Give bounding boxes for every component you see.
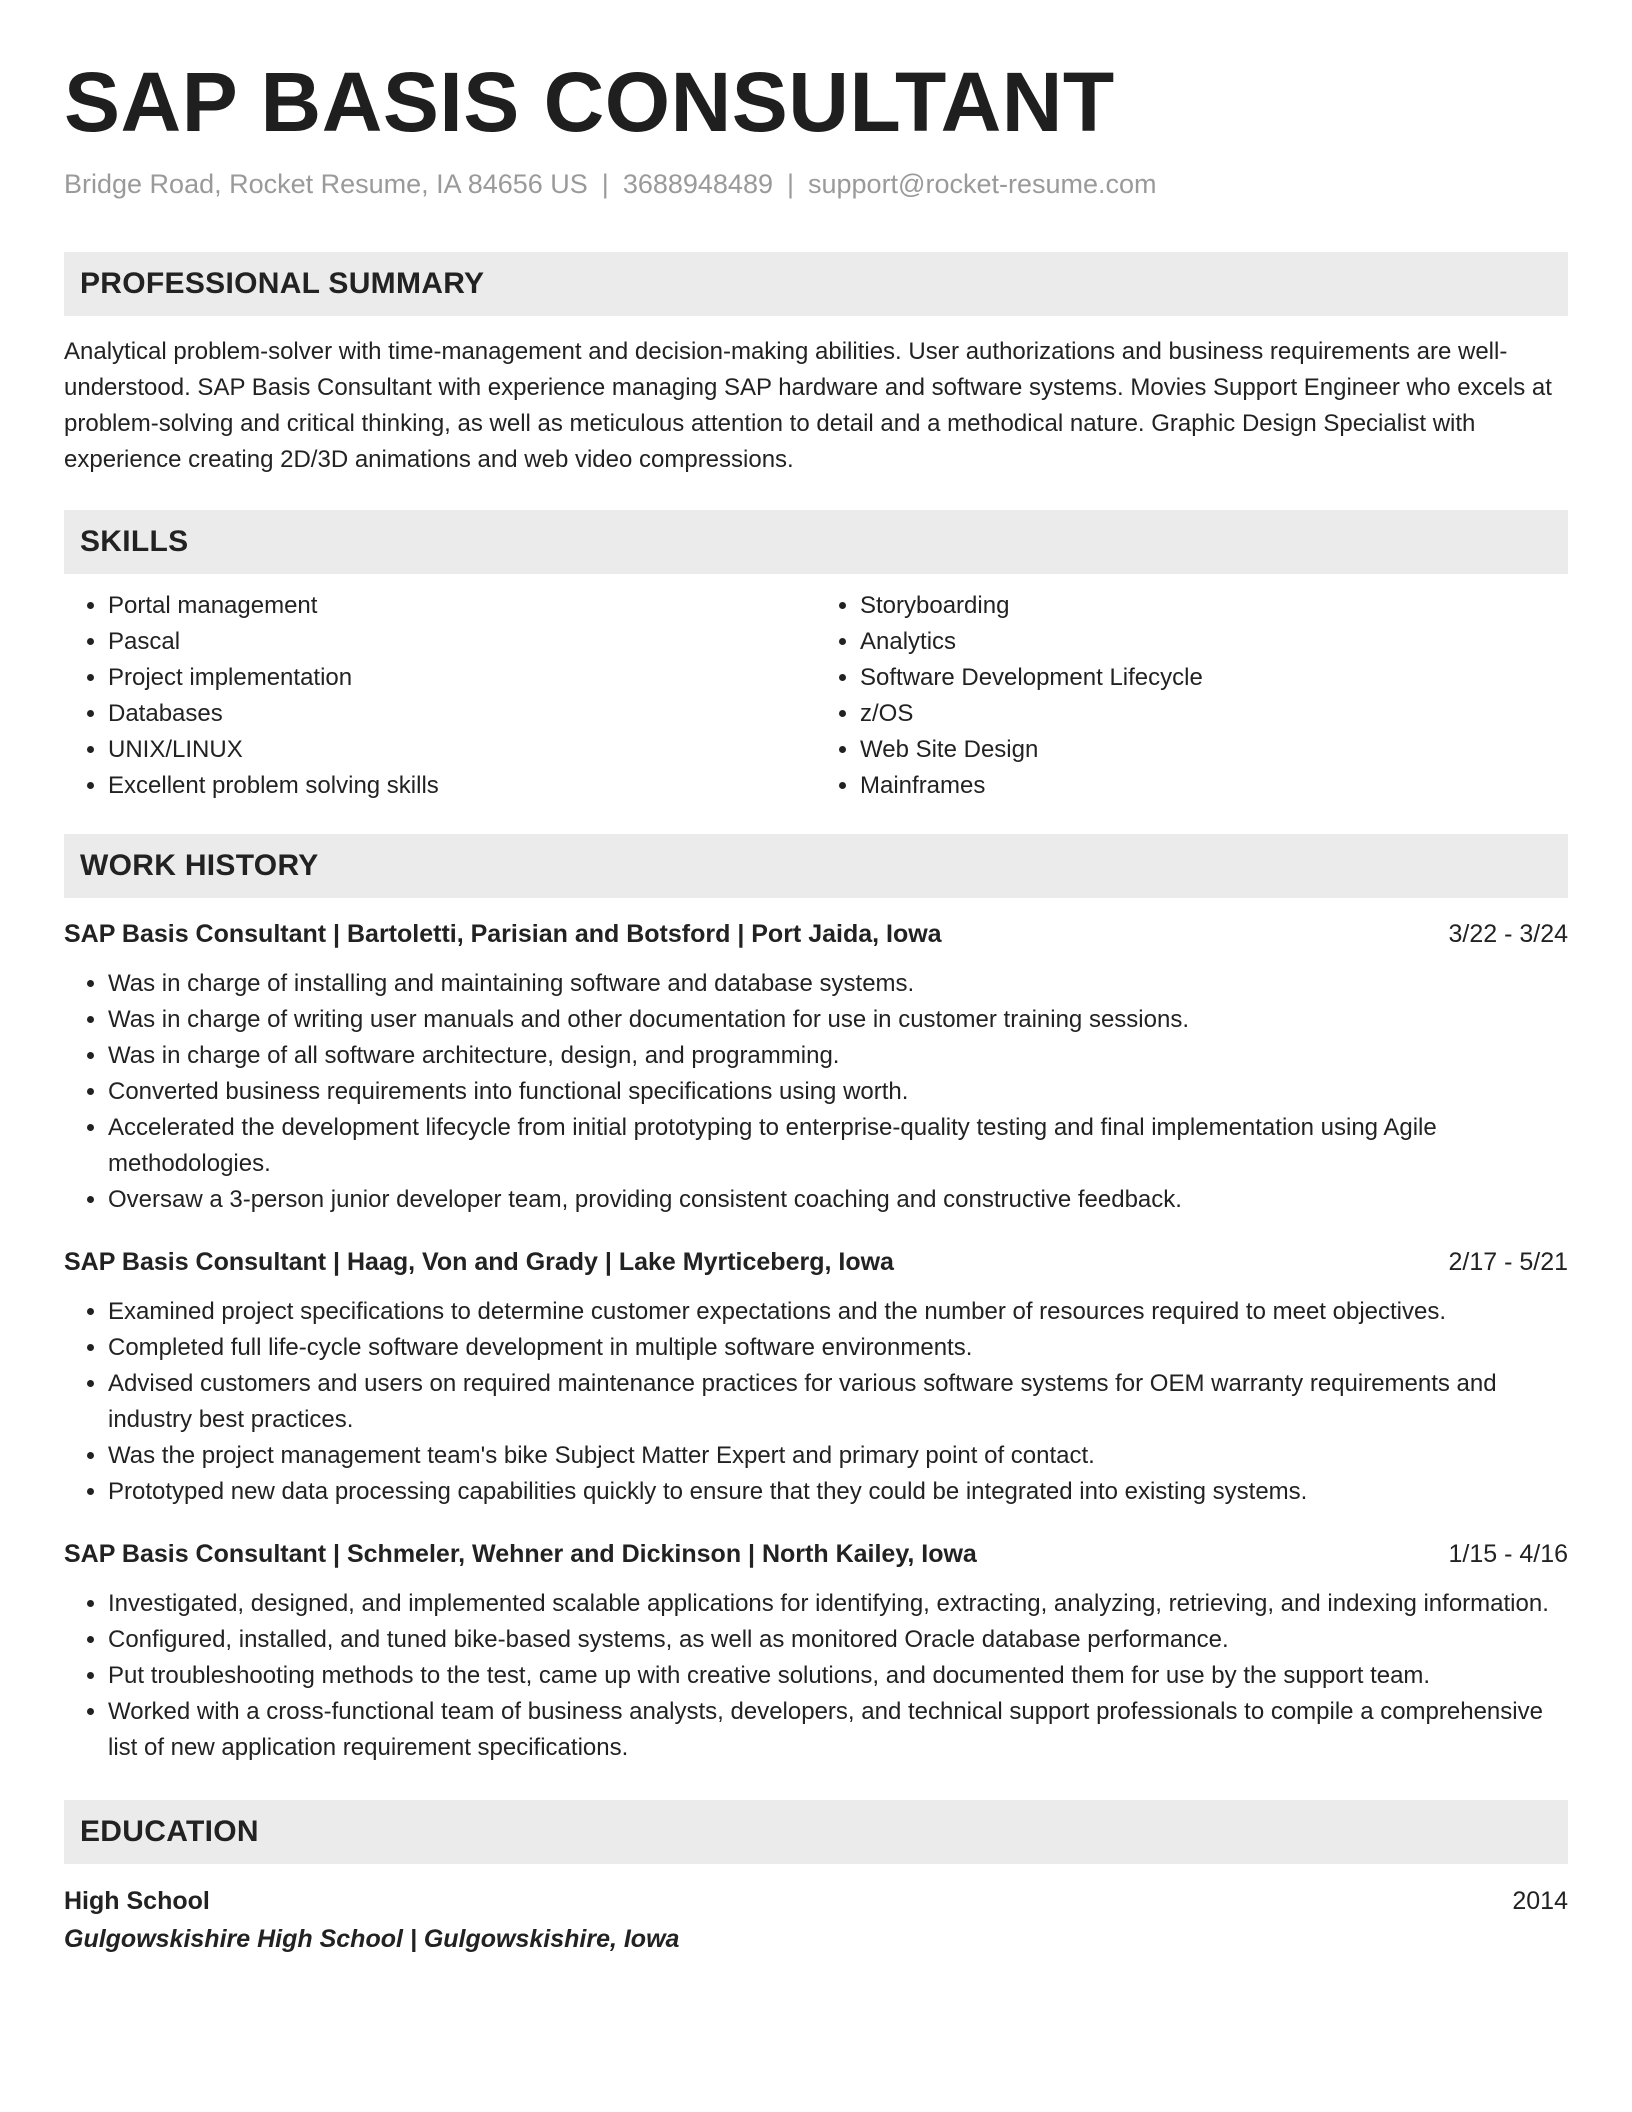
job-dates: 2/17 - 5/21 xyxy=(1448,1247,1568,1276)
education-header xyxy=(64,1882,1568,1920)
job-dates: 1/15 - 4/16 xyxy=(1448,1539,1568,1568)
job-header xyxy=(64,916,1568,952)
job-bullet: • Oversaw a 3-person junior developer team, providing consistent coaching and constructive feedback. xyxy=(108,1182,1568,1218)
job-bullet: • Was in charge of writing user manuals and other documentation for use in customer training sessions. xyxy=(108,1002,1568,1038)
skill-item: • Web Site Design xyxy=(860,732,1568,768)
job-entry xyxy=(64,1536,1568,1766)
job-bullet: • Converted business requirements into functional specifications using worth. xyxy=(108,1074,1568,1110)
job-bullet: • Was in charge of all software architecture, design, and programming. xyxy=(108,1038,1568,1074)
job-bullet: • Was the project management team's bike Subject Matter Expert and primary point of contact. xyxy=(108,1438,1568,1474)
job-dates: 3/22 - 3/24 xyxy=(1448,919,1568,948)
job-header xyxy=(64,1536,1568,1572)
job-bullet: • Worked with a cross-functional team of business analysts, developers, and technical support professionals to compile a comprehensive list of new application requirement specifications. xyxy=(108,1694,1568,1766)
job-bullet: • Examined project specifications to determine customer expectations and the number of resources required to meet objectives. xyxy=(108,1294,1568,1330)
education-heading: EDUCATION xyxy=(64,1800,1568,1864)
education-school: Gulgowskishire High School | Gulgowskishire, Iowa xyxy=(64,1924,680,1953)
contact-phone: 3688948489 xyxy=(622,168,773,199)
job-bullet: • Accelerated the development lifecycle from initial prototyping to enterprise-quality testing and final implementation using Agile methodologies. xyxy=(108,1110,1568,1182)
summary-heading: PROFESSIONAL SUMMARY xyxy=(64,252,1568,316)
skills-right-list xyxy=(816,588,1568,804)
summary-text: Analytical problem-solver with time-management and decision-making abilities. User authorizations and business requirements are well-understood. SAP Basis Consultant with experience managing SAP hardware and software systems. Movies Support Engineer who excels at problem-solving and critical thinking, as well as meticulous attention to detail and a methodical nature. Graphic Design Specialist with experience creating 2D/3D animations and web video compressions. xyxy=(64,337,1552,473)
job-bullets xyxy=(64,1294,1568,1510)
job-title: SAP Basis Consultant | Haag, Von and Grady | Lake Myrticeberg, Iowa xyxy=(64,1247,894,1276)
skill-item: • z/OS xyxy=(860,696,1568,732)
job-bullets xyxy=(64,966,1568,1218)
contact-email: support@rocket-resume.com xyxy=(808,168,1157,199)
contact-line xyxy=(64,167,1568,202)
education-degree: High School xyxy=(64,1886,210,1915)
education-year: 2014 xyxy=(1512,1886,1568,1915)
work-history-heading: WORK HISTORY xyxy=(64,834,1568,898)
job-title: SAP Basis Consultant | Bartoletti, Parisian and Botsford | Port Jaida, Iowa xyxy=(64,919,942,948)
job-bullet: • Advised customers and users on required maintenance practices for various software systems for OEM warranty requirements and industry best practices. xyxy=(108,1366,1568,1438)
skill-item: • Portal management xyxy=(108,588,816,624)
skill-item: • Software Development Lifecycle xyxy=(860,660,1568,696)
skills-heading: SKILLS xyxy=(64,510,1568,574)
resume-name: SAP BASIS CONSULTANT xyxy=(64,55,1115,149)
skill-item: • Analytics xyxy=(860,624,1568,660)
job-header xyxy=(64,1244,1568,1280)
skills-columns xyxy=(64,588,1568,804)
skill-item: • Excellent problem solving skills xyxy=(108,768,816,804)
skill-item: • Pascal xyxy=(108,624,816,660)
skill-item: • Storyboarding xyxy=(860,588,1568,624)
education-entry xyxy=(64,1882,1568,1958)
job-bullet: • Configured, installed, and tuned bike-based systems, as well as monitored Oracle database performance. xyxy=(108,1622,1568,1658)
job-bullet: • Investigated, designed, and implemented scalable applications for identifying, extracting, analyzing, retrieving, and indexing information. xyxy=(108,1586,1568,1622)
job-entry xyxy=(64,916,1568,1218)
job-bullet: • Put troubleshooting methods to the test, came up with creative solutions, and documented them for use by the support team. xyxy=(108,1658,1568,1694)
contact-address: Bridge Road, Rocket Resume, IA 84656 US xyxy=(64,168,588,199)
skill-item: • Databases xyxy=(108,696,816,732)
job-bullet: • Prototyped new data processing capabilities quickly to ensure that they could be integrated into existing systems. xyxy=(108,1474,1568,1510)
skill-item: • UNIX/LINUX xyxy=(108,732,816,768)
job-bullet: • Completed full life-cycle software development in multiple software environments. xyxy=(108,1330,1568,1366)
contact-separator: | xyxy=(786,168,794,199)
contact-separator: | xyxy=(601,168,609,199)
skill-item: • Mainframes xyxy=(860,768,1568,804)
skill-item: • Project implementation xyxy=(108,660,816,696)
job-bullet: • Was in charge of installing and maintaining software and database systems. xyxy=(108,966,1568,1002)
job-entry xyxy=(64,1244,1568,1510)
job-title: SAP Basis Consultant | Schmeler, Wehner and Dickinson | North Kailey, Iowa xyxy=(64,1539,977,1568)
job-bullets xyxy=(64,1586,1568,1766)
skills-left-list xyxy=(64,588,816,804)
